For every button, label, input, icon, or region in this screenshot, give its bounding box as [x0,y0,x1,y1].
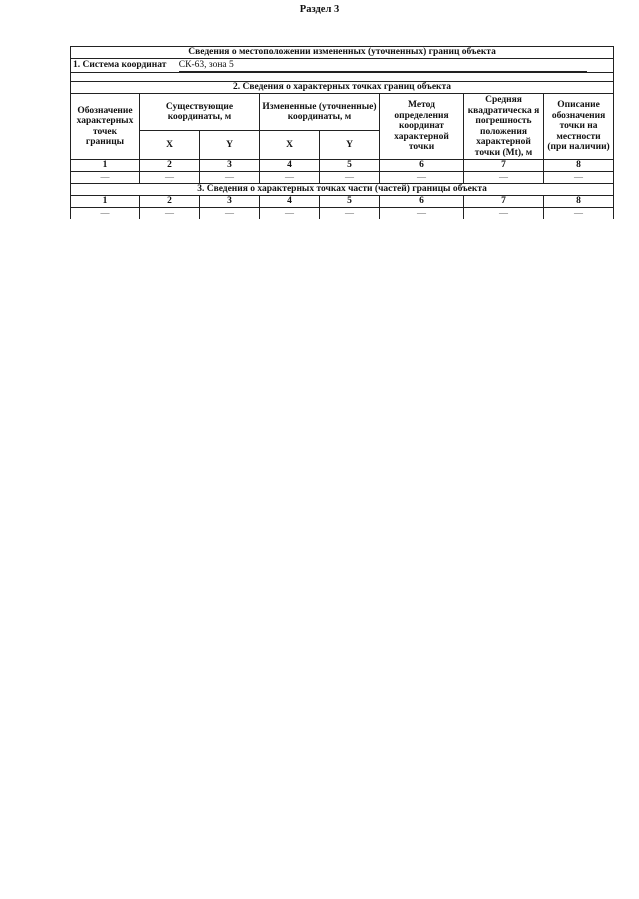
empty-cell: — [260,208,320,220]
empty-cell: — [544,172,614,184]
empty-cell: — [71,172,140,184]
empty-cell: — [200,208,260,220]
header-designation: Обозначение характерных точек границы [71,94,140,160]
column-number: 1 [71,160,140,172]
empty-cell: — [320,208,380,220]
column-number: 7 [464,196,544,208]
header-changed-x: X [260,131,320,160]
part2-column-numbers [71,160,614,172]
column-number: 4 [260,196,320,208]
empty-cell: — [380,208,464,220]
empty-cell: — [464,172,544,184]
header-existing-y: Y [200,131,260,160]
header-error: Средняя квадратическа я погрешность положения характерной точки (Mt), м [464,94,544,160]
empty-cell: — [260,172,320,184]
header-changed-coords: Измененные (уточненные) координаты, м [260,94,380,131]
column-number: 5 [320,196,380,208]
column-number: 6 [380,196,464,208]
part2-empty-row [71,172,614,184]
column-number: 7 [464,160,544,172]
empty-cell: — [140,208,200,220]
section-heading: Раздел 3 [299,4,340,15]
table-title: Сведения о местоположении измененных (уточненных) границ объекта [71,47,614,59]
empty-cell: — [544,208,614,220]
empty-cell: — [380,172,464,184]
empty-cell: — [140,172,200,184]
column-number: 3 [200,196,260,208]
column-number: 8 [544,196,614,208]
part3-title: 3. Сведения о характерных точках части (частей) границы объекта [71,184,614,196]
header-description: Описание обозначения точки на местности (при наличии) [544,94,614,160]
boundaries-table [70,46,614,219]
empty-cell: — [200,172,260,184]
header-existing-coords: Существующие координаты, м [140,94,260,131]
empty-cell: — [320,172,380,184]
blank-row [71,73,614,82]
part2-title: 2. Сведения о характерных точках границ объекта [71,82,614,94]
column-number: 4 [260,160,320,172]
column-number: 6 [380,160,464,172]
column-number: 8 [544,160,614,172]
header-existing-x: X [140,131,200,160]
coord-system-row [71,59,614,73]
empty-cell: — [464,208,544,220]
coord-system-value: СК-63, зона 5 [179,60,587,72]
coord-system-label: 1. Система координат [73,59,167,70]
column-number: 2 [140,196,200,208]
empty-cell: — [71,208,140,220]
header-changed-y: Y [320,131,380,160]
column-number: 5 [320,160,380,172]
column-number: 2 [140,160,200,172]
part3-empty-row [71,208,614,220]
part3-column-numbers [71,196,614,208]
column-number: 1 [71,196,140,208]
column-number: 3 [200,160,260,172]
header-method: Метод определения координат характерной точки [380,94,464,160]
